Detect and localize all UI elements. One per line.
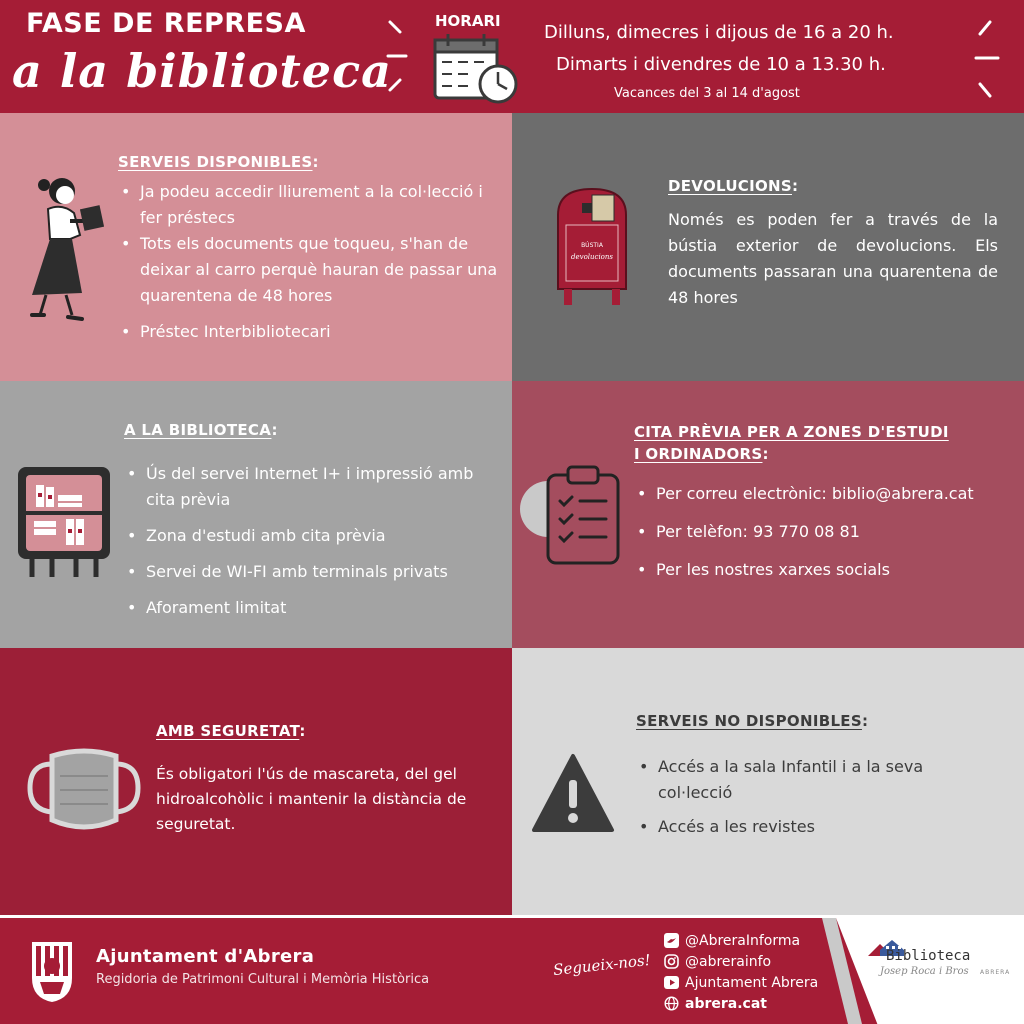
horari-label: HORARI [435, 12, 501, 30]
serveis-no-disponibles-title: SERVEIS NO DISPONIBLES: [636, 712, 869, 730]
devolucions-title: DEVOLUCIONS: [668, 177, 799, 195]
footer-divider [0, 915, 1024, 918]
schedule-holidays: Vacances del 3 al 14 d'agost [614, 86, 800, 101]
list-item: • Préstec Interbibliotecari [118, 319, 503, 345]
serveis-no-disponibles-list [636, 754, 996, 840]
title-line-1: FASE DE REPRESA [26, 8, 306, 39]
mailbox-icon [552, 185, 636, 307]
list-item: • Aforament limitat [124, 595, 484, 621]
clipboard-checklist-icon [544, 465, 624, 569]
list-item: • Accés a les revistes [636, 814, 996, 840]
list-item: • Per telèfon: 93 770 08 81 [634, 519, 1019, 545]
social-label: @AbreraInforma [685, 932, 801, 949]
ajuntament-subtitle: Regidoria de Patrimoni Cultural i Memòria Històrica [96, 972, 430, 987]
social-link-twitter[interactable] [664, 930, 818, 951]
youtube-icon [664, 975, 679, 990]
social-label: @abrerainfo [685, 953, 772, 970]
panel-devolucions [512, 113, 1024, 381]
panel-cita-previa [512, 381, 1024, 648]
cita-previa-list [634, 481, 1019, 583]
list-item: • Per correu electrònic: biblio@abrera.cat [634, 481, 1019, 507]
social-label: Ajuntament Abrera [685, 974, 819, 991]
amb-seguretat-title: AMB SEGURETAT: [156, 722, 306, 740]
social-link-youtube[interactable] [664, 972, 818, 993]
bookshelf-icon [16, 465, 112, 581]
social-link-instagram[interactable] [664, 951, 818, 972]
follow-us-label: Segueix-nos! [552, 950, 652, 980]
list-item: • Ús del servei Internet I+ i impressió amb cita prèvia [124, 461, 484, 513]
social-label: abrera.cat [685, 995, 767, 1012]
panel-a-la-biblioteca [0, 381, 512, 648]
social-links [664, 930, 818, 1014]
cita-previa-title: CITA PRÈVIA PER A ZONES D'ESTUDI I ORDINADORS: [634, 423, 949, 463]
list-item: • Accés a la sala Infantil i a la seva col·lecció [636, 754, 996, 806]
library-logo-tag: ABRERA [980, 969, 1011, 976]
a-la-biblioteca-title: A LA BIBLIOTECA: [124, 421, 278, 439]
header-banner [0, 0, 1024, 113]
amb-seguretat-text: És obligatori l'ús de mascareta, del gel hidroalcohòlic i mantenir la distància de seguretat. [156, 765, 467, 833]
sparkle-right-icon [968, 14, 1002, 104]
schedule-weekdays-2: Dimarts i divendres de 10 a 13.30 h. [556, 54, 886, 75]
a-la-biblioteca-list [124, 461, 484, 621]
list-item: • Per les nostres xarxes socials [634, 557, 1019, 583]
woman-reading-icon [10, 173, 110, 323]
instagram-icon [664, 954, 679, 969]
library-logo-text: Biblioteca [886, 948, 971, 964]
mailbox-label: BÚSTIA [581, 242, 603, 249]
abrera-coat-of-arms-icon [30, 938, 74, 1004]
face-mask-icon [26, 744, 142, 838]
panel-serveis-disponibles [0, 113, 512, 381]
ajuntament-name: Ajuntament d'Abrera [96, 946, 315, 967]
devolucions-text: Només es poden fer a través de la bústia exterior de devolucions. Els documents passaran una quarentena de 48 hores [668, 210, 998, 307]
list-item: • Ja podeu accedir lliurement a la col·lecció i fer préstecs [118, 179, 503, 231]
mailbox-script: devolucions [570, 253, 614, 261]
serveis-disponibles-list [118, 179, 503, 345]
schedule-weekdays-1: Dilluns, dimecres i dijous de 16 a 20 h. [544, 22, 894, 43]
calendar-clock-icon [432, 34, 522, 106]
social-link-web[interactable] [664, 993, 818, 1014]
panel-amb-seguretat [0, 648, 512, 915]
list-item: • Servei de WI-FI amb terminals privats [124, 559, 484, 585]
library-logo-subtitle: Josep Roca i Bros [880, 966, 969, 977]
twitter-icon [664, 933, 679, 948]
warning-triangle-icon [530, 752, 616, 834]
sparkle-left-icon [384, 14, 414, 104]
serveis-disponibles-title: SERVEIS DISPONIBLES: [118, 153, 319, 171]
title-line-2: a la biblioteca [12, 44, 392, 98]
panel-serveis-no-disponibles [512, 648, 1024, 915]
list-item: • Zona d'estudi amb cita prèvia [124, 523, 484, 549]
globe-icon [664, 996, 679, 1011]
list-item: • Tots els documents que toqueu, s'han de deixar al carro perquè hauran de passar una quarentena de 48 hores [118, 231, 503, 309]
